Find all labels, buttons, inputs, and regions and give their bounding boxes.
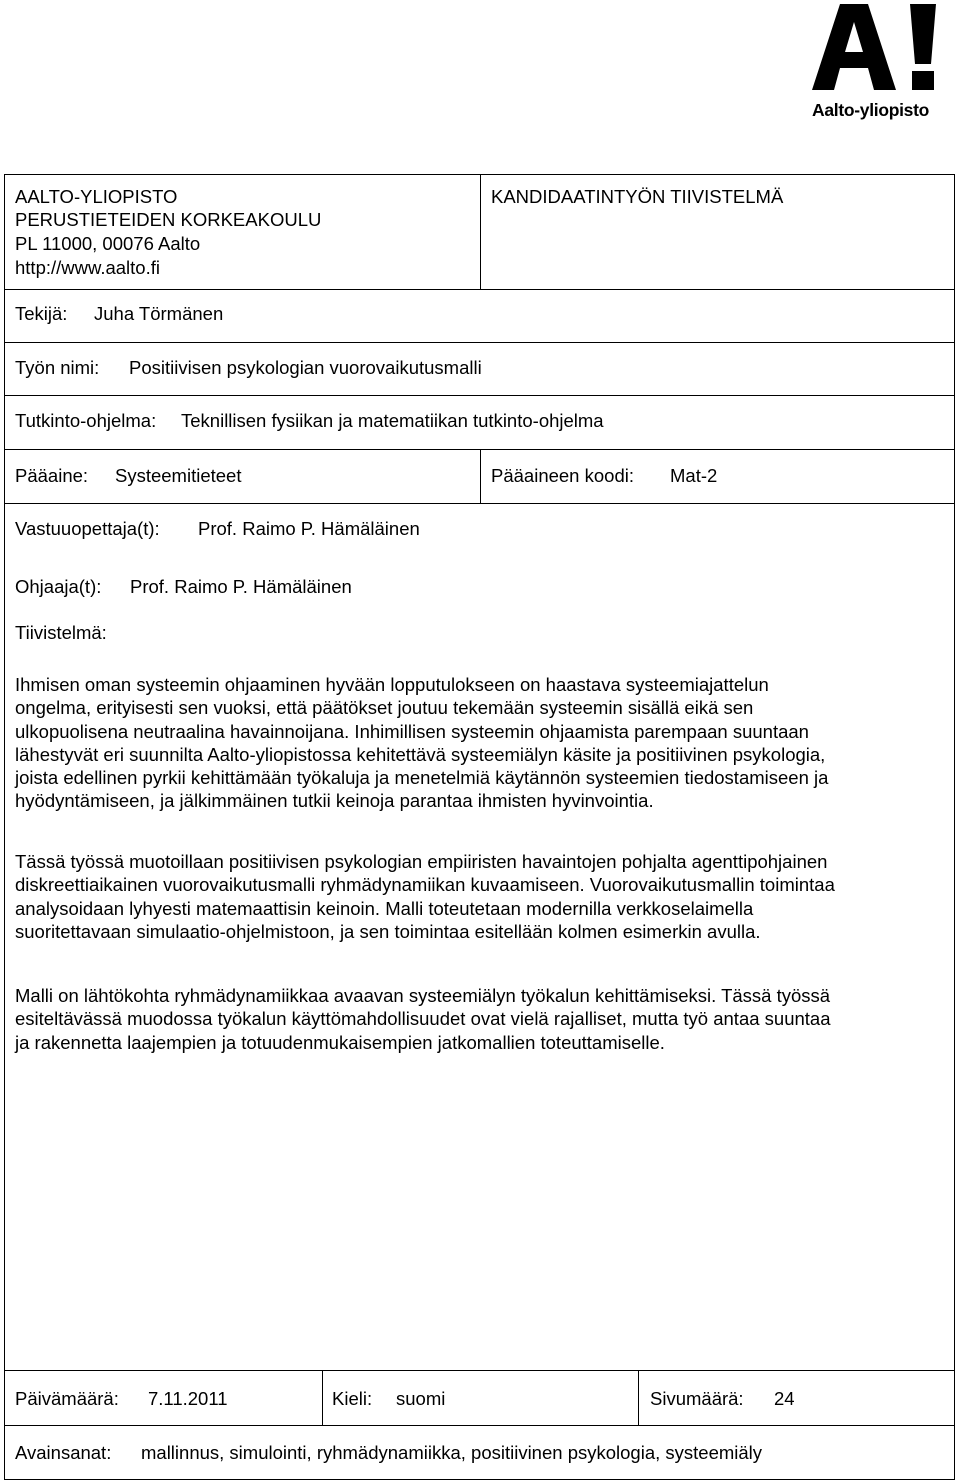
author-label: Tekijä: [15, 303, 68, 324]
school-name: PERUSTIETEIDEN KORKEAKOULU [15, 209, 322, 230]
page-count-value: 24 [774, 1388, 795, 1409]
aalto-logo [812, 2, 956, 124]
abstract-paragraph: Malli on lähtökohta ryhmädynamiikkaa avaavan systeemiälyn työkalun kehittämiseksi. Tässä työssä esiteltävässä muodossa työkalun käyttömahdollisuudet ovat vielä rajalliset, mutta työ antaa suuntaa ja rakennetta laajempien ja totuudenmukaisempien jatkomallien toteuttamiselle. [15, 985, 831, 1053]
page-count-label: Sivumäärä: [650, 1388, 744, 1409]
header-divider [480, 174, 481, 290]
language-value: suomi [396, 1388, 446, 1409]
aalto-a-exclamation-logo [812, 2, 956, 92]
major-value: Systeemitieteet [115, 465, 242, 486]
rule [4, 1370, 955, 1371]
date-label: Päivämäärä: [15, 1388, 119, 1409]
responsible-teacher-label: Vastuuopettaja(t): [15, 518, 160, 539]
supervisor-label: Ohjaaja(t): [15, 576, 102, 597]
rule [4, 289, 955, 290]
document-type: KANDIDAATINTYÖN TIIVISTELMÄ [491, 186, 784, 207]
logo-caption: Aalto-yliopisto [812, 100, 930, 120]
major-label: Pääaine: [15, 465, 89, 486]
supervisor-value: Prof. Raimo P. Hämäläinen [130, 576, 352, 597]
major-code-label: Pääaineen koodi: [491, 465, 634, 486]
major-code-value: Mat-2 [670, 465, 718, 486]
footer-divider [638, 1370, 639, 1425]
rule [4, 1425, 955, 1426]
university-website: http://www.aalto.fi [15, 257, 160, 278]
title-value: Positiivisen psykologian vuorovaikutusmalli [129, 357, 482, 378]
footer-divider [322, 1370, 323, 1425]
program-label: Tutkinto-ohjelma: [15, 410, 157, 431]
university-name: AALTO-YLIOPISTO [15, 186, 178, 207]
responsible-teacher-value: Prof. Raimo P. Hämäläinen [198, 518, 420, 539]
author-value: Juha Törmänen [94, 303, 224, 324]
title-label: Työn nimi: [15, 357, 100, 378]
abstract-paragraph: Ihmisen oman systeemin ohjaaminen hyvään lopputulokseen on haastava systeemiajattelun ongelma, erityisesti sen vuoksi, että päätökset joutuu tekemään systeemin sisällä eikä sen ulkopuolisena neutraalina havainnoijana. Inhimillisen systeemin ohjaamista parempaan suuntaan lähestyvät eri suunnilta Aalto-yliopistossa kehitettävä systeemiälyn käsite ja positiivinen psykologia, joista edellinen pyrkii kehittämään työkaluja ja menetelmiä käytännön systeemien tiedostamiseen ja hyödyntämiseen, ja jälkimmäinen tutkii keinoja parantaa ihmisten hyvinvointia. [15, 674, 829, 812]
date-value: 7.11.2011 [148, 1388, 228, 1409]
major-divider [480, 449, 481, 503]
abstract-paragraph: Tässä työssä muotoillaan positiivisen psykologian empiiristen havaintojen pohjalta agenttipohjainen diskreettiaikainen vuorovaikutusmalli ryhmädynamiikan kuvaamiseen. Vuorovaikutusmallin toimintaa analysoidaan lyhyesti matemaattisin keinoin. Malli toteutetaan modernilla verkkoselaimella suoritettavaan simulaatio-ohjelmistoon, ja sen toimintaa esitellään kolmen esimerkin avulla. [15, 851, 835, 942]
abstract-label: Tiivistelmä: [15, 622, 107, 643]
language-label: Kieli: [332, 1388, 373, 1409]
postal-address: PL 11000, 00076 Aalto [15, 233, 201, 254]
rule [4, 503, 955, 504]
rule [4, 395, 955, 396]
rule [4, 342, 955, 343]
program-value: Teknillisen fysiikan ja matematiikan tutkinto-ohjelma [181, 410, 604, 431]
keywords-label: Avainsanat: [15, 1442, 112, 1463]
keywords-value: mallinnus, simulointi, ryhmädynamiikka, positiivinen psykologia, systeemiäly [141, 1442, 763, 1463]
